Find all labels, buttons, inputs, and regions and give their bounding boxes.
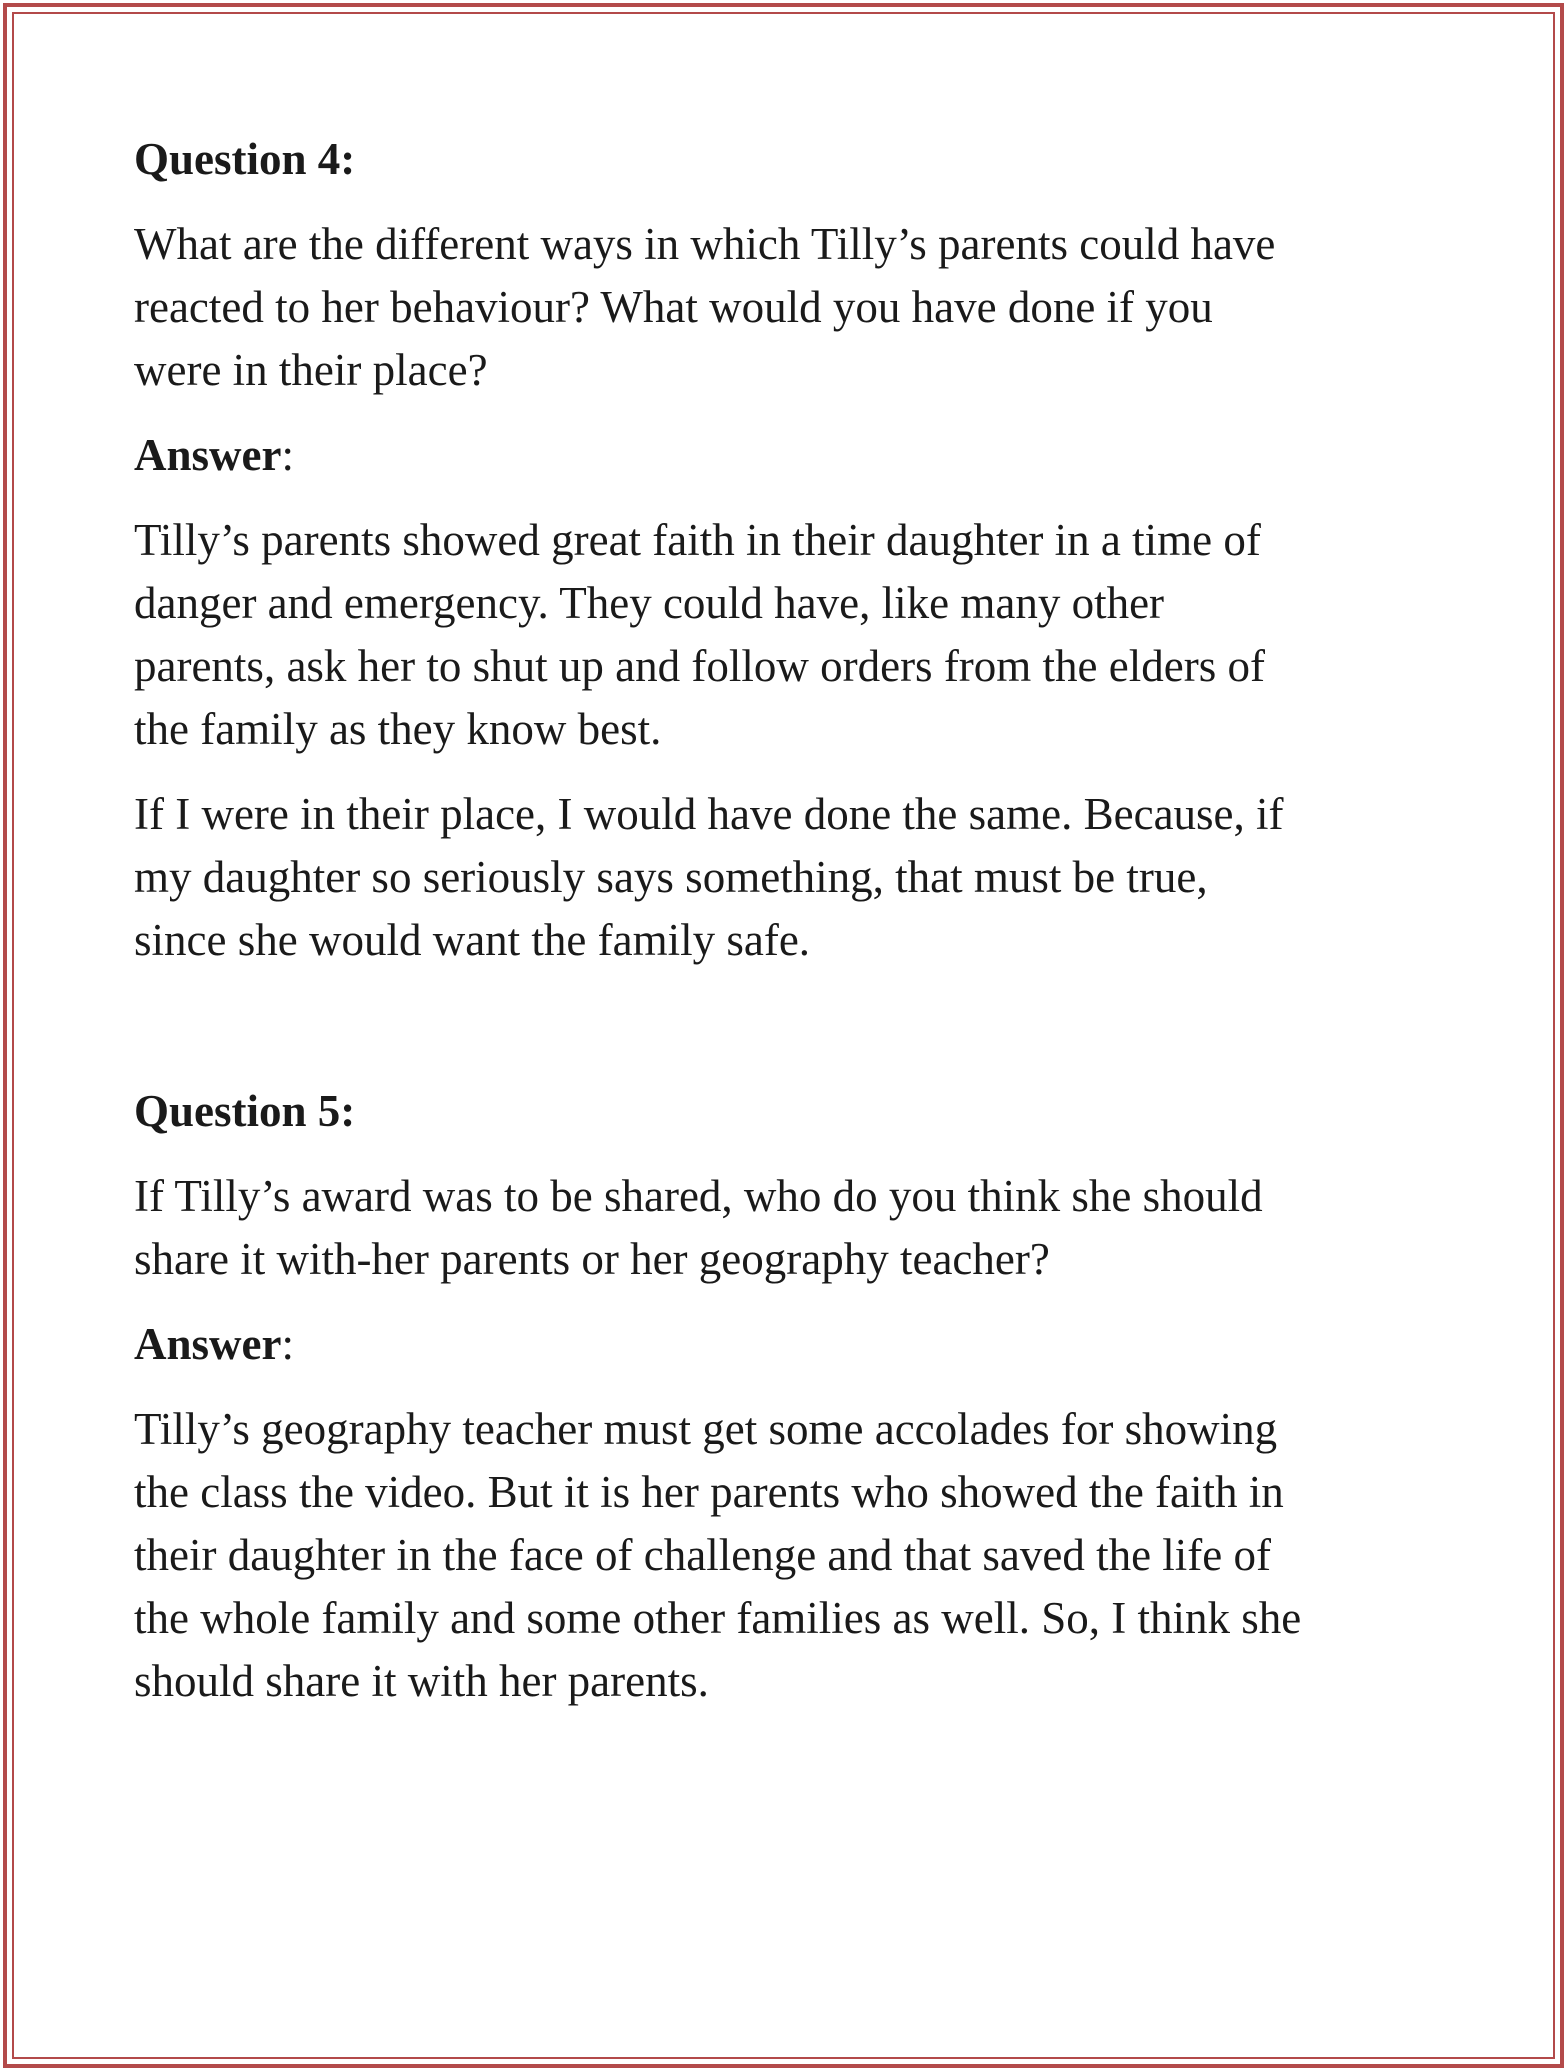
question-4-answer-paragraph-1 bbox=[134, 509, 1464, 761]
answer-line: should share it with her parents. bbox=[134, 1656, 709, 1706]
prompt-line: share it with-her parents or her geography teacher? bbox=[134, 1234, 1050, 1284]
answer-line: my daughter so seriously says something, that must be true, bbox=[134, 852, 1208, 902]
answer-line: danger and emergency. They could have, like many other bbox=[134, 578, 1165, 628]
question-5-title: Question 5: bbox=[134, 1086, 356, 1136]
question-4-block bbox=[134, 128, 1464, 972]
question-5-answer-label: Answer: bbox=[134, 1319, 294, 1369]
question-4-answer-paragraph-2 bbox=[134, 783, 1464, 972]
answer-line: their daughter in the face of challenge and that saved the life of bbox=[134, 1530, 1271, 1580]
prompt-line: If Tilly’s award was to be shared, who do you think she should bbox=[134, 1171, 1263, 1221]
question-4-prompt bbox=[134, 213, 1464, 402]
question-5-answer-paragraph-1 bbox=[134, 1398, 1464, 1713]
answer-line: Tilly’s geography teacher must get some accolades for showing bbox=[134, 1404, 1278, 1454]
question-4-title: Question 4: bbox=[134, 134, 356, 184]
worksheet-content bbox=[134, 128, 1464, 1713]
answer-line: the class the video. But it is her parents who showed the faith in bbox=[134, 1467, 1284, 1517]
prompt-line: reacted to her behaviour? What would you have done if you bbox=[134, 282, 1213, 332]
answer-line: the whole family and some other families as well. So, I think she bbox=[134, 1593, 1302, 1643]
question-5-block bbox=[134, 1080, 1464, 1713]
answer-line: Tilly’s parents showed great faith in their daughter in a time of bbox=[134, 515, 1261, 565]
answer-line: since she would want the family safe. bbox=[134, 915, 811, 965]
question-4-answer-label: Answer: bbox=[134, 430, 294, 480]
answer-line: the family as they know best. bbox=[134, 704, 662, 754]
answer-line: parents, ask her to shut up and follow orders from the elders of bbox=[134, 641, 1265, 691]
prompt-line: were in their place? bbox=[134, 345, 488, 395]
answer-line: If I were in their place, I would have done the same. Because, if bbox=[134, 789, 1284, 839]
question-5-prompt bbox=[134, 1165, 1464, 1291]
prompt-line: What are the different ways in which Tilly’s parents could have bbox=[134, 219, 1276, 269]
